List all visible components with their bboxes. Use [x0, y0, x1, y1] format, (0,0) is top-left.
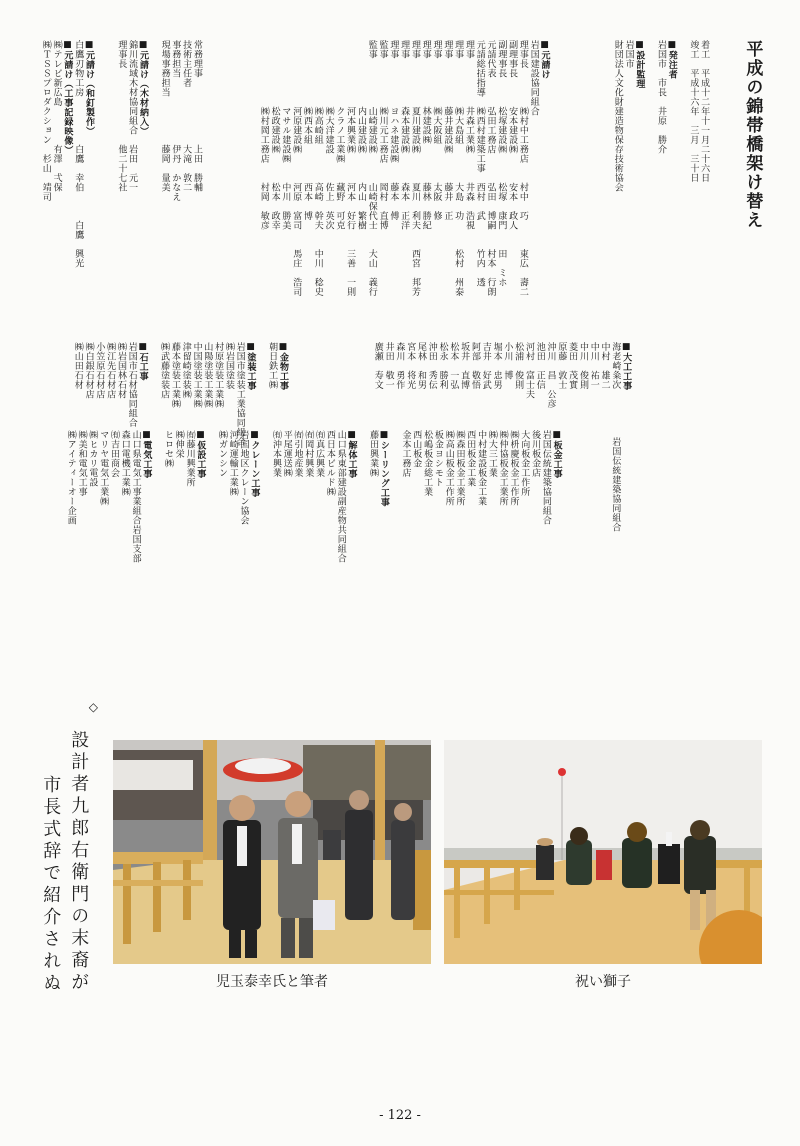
text-line: 松嶋板金総工業 [422, 430, 433, 497]
text-line: 西山板金 [411, 430, 422, 468]
text-line: 吉井 好武 [480, 342, 491, 390]
text-line [259, 430, 270, 620]
text-line: ヒロセ㈱ [162, 430, 173, 468]
text-line: 山口県電気工事業組合岩国支部 [130, 430, 141, 563]
text-line: 井田 敬一 [383, 342, 394, 390]
text-line: 森口電機工業㈱ [119, 430, 130, 497]
text-line: ■仮設工事 [195, 430, 206, 479]
text-line: 大向板金工作所 [519, 430, 530, 497]
text-line: ㈱伸栄 [173, 430, 184, 459]
text-line: マリヤ電気工業㈱ [98, 430, 109, 506]
text-line: ㈲岡村興業 [303, 430, 314, 478]
text-line: 理事 ヨハネ建設㈱ 藤本 傅 [388, 40, 399, 221]
text-line: 白鷹刃物工房 白鷹 幸伯 白鷹 興光 [73, 40, 84, 268]
text-line: ㈱森田板金工業所 [454, 430, 465, 506]
text-line: ㈲吉田商会 [108, 430, 119, 478]
text-line: 金本工務店 [400, 430, 411, 478]
text-line: ㈱江先石材店 [105, 342, 116, 399]
text-line: ㈱ヒカリ電設 [87, 430, 98, 487]
text-line: ■元請け（和釘製作） [83, 40, 94, 136]
text-line: 山口県東部建設副産物共同組合 [335, 430, 346, 563]
text-line: 着工 平成十二年十一月二十六日 [699, 40, 710, 183]
text-line: 板金ヨシモト [432, 430, 443, 487]
text-line: 岩国地区クレーン協会 [238, 430, 249, 525]
text-line: ■石工事 [137, 342, 148, 381]
text-line: 中川 祐一 [588, 342, 599, 390]
text-line: ■電気工事 [141, 430, 152, 479]
photo-kodama-and-author [113, 740, 431, 964]
text-line: 副理事長 松塚建設㈱ 松塚 康門 田 ミホ [496, 40, 507, 287]
text-line: ■設計監理 [634, 40, 645, 89]
text-line: クラノ工業㈱ 藏野 可克 [334, 40, 345, 230]
text-line: 内山建設㈱ 内山 繁樹 [355, 40, 366, 230]
text-line: 西日本ビルド㈱ [324, 430, 335, 497]
text-line: 中村建設板金工業 [476, 430, 487, 506]
text-line: 松本 一弘 [448, 342, 459, 390]
text-line: 理事 ㈱大阪組 太阪 修 [431, 40, 442, 221]
text-line: 元請総括指導 ㈱西村建築工事 西村 武 竹内 透 [474, 40, 485, 287]
text-line: ㈱高山板金工作所 [443, 430, 454, 506]
text-line [151, 430, 162, 620]
text-line [205, 430, 216, 620]
text-line [644, 40, 655, 260]
text-line [357, 430, 368, 620]
text-line [389, 430, 400, 620]
text-line [94, 40, 105, 290]
text-line: ㈲引地産業 [292, 430, 303, 478]
text-line: 松永 勝利 [437, 342, 448, 390]
text-line: ㈱大洋建設 佐上 英次 [323, 40, 334, 230]
text-line: ■元請け [539, 40, 550, 79]
text-line: 坂井 直博 [459, 342, 470, 390]
text-line: ㈱テレビ新広島 有澤 弌保 [51, 40, 62, 192]
text-line: 松浦 俊則 [513, 342, 524, 390]
text-line: 財団法人文化財建造物保存技術協会 [612, 40, 623, 192]
text-line: 小笠原石材店 [94, 342, 105, 399]
text-line: ■元請け（工事記録映像） [62, 40, 73, 155]
text-line: ㈱美和電気工事 [76, 430, 87, 497]
contractor-list-main [258, 40, 550, 302]
text-line [148, 40, 159, 290]
text-line [105, 40, 116, 290]
text-line: ㈱仲協板金工業所 [497, 430, 508, 506]
text-line: 監事 山崎建設㈱ 山崎保代士 大山 義行 [366, 40, 377, 297]
text-line: ㈱ガンシン [216, 430, 227, 478]
text-line: 廣瀬 寿文 [372, 342, 383, 390]
text-line: ■塗装工事 [245, 342, 256, 391]
text-line: 中川 俊則 [577, 342, 588, 390]
text-line: 河村 富士夫 [523, 342, 534, 399]
text-line: 河原建設㈱ 河原 富司 馬庄 浩司 [291, 40, 302, 297]
text-line: ㈱岩国林石材 [115, 342, 126, 399]
photo-lion-dance [444, 740, 762, 964]
text-line: 中国塗装工業㈱ [191, 342, 202, 409]
text-line: 西田板金工業 [465, 430, 476, 487]
text-line: 朝日鉄工㈱ [267, 342, 278, 390]
text-line: 岩国建設協同組合 [528, 40, 539, 116]
text-line: 技術主任者 大滝 敦二 [181, 40, 192, 192]
text-line: 藤田興業㈱ [368, 430, 379, 478]
text-line: 松政建設㈱ 松本 政幸 [269, 40, 280, 230]
text-line: 岩国市 [623, 40, 634, 69]
text-line: 平尾運送㈱ [281, 430, 292, 478]
text-line: 沖田 秀伝 [426, 342, 437, 390]
photo-2-caption: 祝い獅子 [575, 974, 631, 990]
text-line: ■大工工事 [621, 342, 632, 391]
text-line: 元請代表 弘田工務店 弘田 博嗣 村本 行朗 [485, 40, 496, 297]
bridge-photo-2 [444, 740, 762, 964]
text-line: マサル建設㈱ 中川 勝美 [280, 40, 291, 230]
text-line: 河崎運輸工業㈱ [227, 430, 238, 497]
subcontractor-list [65, 430, 562, 620]
caption-marker: ◇ [86, 700, 101, 714]
text-line: 宮本 将光 [405, 342, 416, 390]
text-line: ㈲真広興業 [314, 430, 325, 478]
caption-column-2: 市長式辞で紹介されぬ [40, 775, 62, 995]
text-line: ㈱村岡工務店 村岡 敏彦 [258, 40, 269, 230]
text-line: ㈱武藤塗装店 [159, 342, 170, 399]
contractor-list-secondary [40, 40, 202, 290]
text-line: 池田 正信 [534, 342, 545, 390]
text-line: ㈱岩国塗装 [223, 342, 234, 390]
text-line: 堀本 忠男 [491, 342, 502, 390]
text-line: ㈱大三工業 [486, 430, 497, 478]
text-line: 岩国市 市長 井原 勝介 [655, 40, 666, 154]
text-line: 副理事長 安本建設㈱ 安本 政人 [507, 40, 518, 230]
text-line: 理事長 他二十七社 [116, 40, 127, 192]
text-line: 理事 森本建設㈱ 森本 正洋 [399, 40, 410, 230]
text-line: 理事 夏川建設㈱ 夏川 利夫 西宮 邦芳 [409, 40, 420, 297]
text-line: 河本興業㈱ 河本 好行 三善 一則 [345, 40, 356, 297]
text-line: 原藤 敦士 [556, 342, 567, 390]
text-line: ■シーリング工事 [378, 430, 389, 507]
text-line: ㈱白銀石材店 [83, 342, 94, 399]
text-line: 小川 博 [502, 342, 513, 380]
project-info [612, 40, 709, 260]
text-line: ■元請け（木材納入） [137, 40, 148, 136]
text-line: 事務担当 伊丹 かなえ [170, 40, 181, 202]
text-line: 菱田 茂實 [567, 342, 578, 390]
text-line: ■発注者 [666, 40, 677, 79]
text-line: 海老崎粂次 岩国伝統建築協同組合 [610, 342, 621, 532]
text-line: 岩国市石材協同組合 [126, 342, 137, 428]
text-line: 後川板金店 [530, 430, 541, 478]
text-line: 津留崎塗装㈱ [180, 342, 191, 399]
page-title: 平成の錦帯橋架け替え [742, 40, 763, 230]
text-line: 中村 雄二 [599, 342, 610, 390]
text-line: ㈲沖本興業 [270, 430, 281, 478]
text-line: ■解体工事 [346, 430, 357, 479]
text-line: 理事長 ㈱村中工務店 村中 巧 東広 壽二 [517, 40, 528, 297]
text-line: 藤本塗装工業㈱ [169, 342, 180, 409]
text-line: 尾林 和男 [415, 342, 426, 390]
text-line: ㈱高崎組 高崎 幹夫 中川 稔史 [312, 40, 323, 297]
text-line: 理事 井森工業㈱ 井森 浩視 [463, 40, 474, 230]
text-line: ■板金工事 [551, 430, 562, 479]
text-line: 竣工 平成十六年 三月 三十日 [688, 40, 699, 183]
text-line: ㈱アイティーオー企画 [65, 430, 76, 525]
text-line: ㈱枡慶板金工作所 [508, 430, 519, 506]
text-line: ㈲藤川興業所 [184, 430, 195, 487]
text-line: 山陽塗装工業㈱ [202, 342, 213, 409]
text-line: ㈱山田石材 [72, 342, 83, 390]
text-line: ㈱ＴＳＳプロダクション 杉山 靖司 [40, 40, 51, 202]
text-line: 理事 藤井建設㈱ 藤井 正 [442, 40, 453, 221]
text-line: 岩国伝統建築協同組合 [540, 430, 551, 525]
text-line: 監事 ㈱川元工務店 岡村 直博 [377, 40, 388, 230]
photo-1-caption: 児玉泰幸氏と筆者 [216, 974, 328, 990]
text-line: ㈱西本組 西本 博 [301, 40, 312, 221]
text-line: 理事 ㈱大島組 大島 功 松村 州泰 [453, 40, 464, 297]
text-line: 阿部 敬悟 [469, 342, 480, 390]
text-line: 森川 勇作 [394, 342, 405, 390]
text-line: 理事 林建設㈱ 藤林 勝紀 [420, 40, 431, 230]
text-line: ■クレーン工事 [249, 430, 260, 498]
text-line: 岩国市塗装工業協同組合 [234, 342, 245, 447]
bridge-photo-1 [113, 740, 431, 964]
text-line: 現場事務担当 藤岡 量美 [159, 40, 170, 192]
text-line: ■金物工事 [277, 342, 288, 391]
text-line [677, 40, 688, 260]
page-number: - 122 - [379, 1108, 421, 1123]
caption-column-1: 設計者九郎右衛門の末裔が [68, 730, 90, 994]
text-line: 村原塗装工業㈱ [213, 342, 224, 409]
text-line: 錦川流域木材協同組合 岩田 元一 [127, 40, 138, 192]
text-line: 常務理事 上田 勝輔 [191, 40, 202, 192]
text-line: 沖川 昌 公彦 [545, 342, 556, 409]
